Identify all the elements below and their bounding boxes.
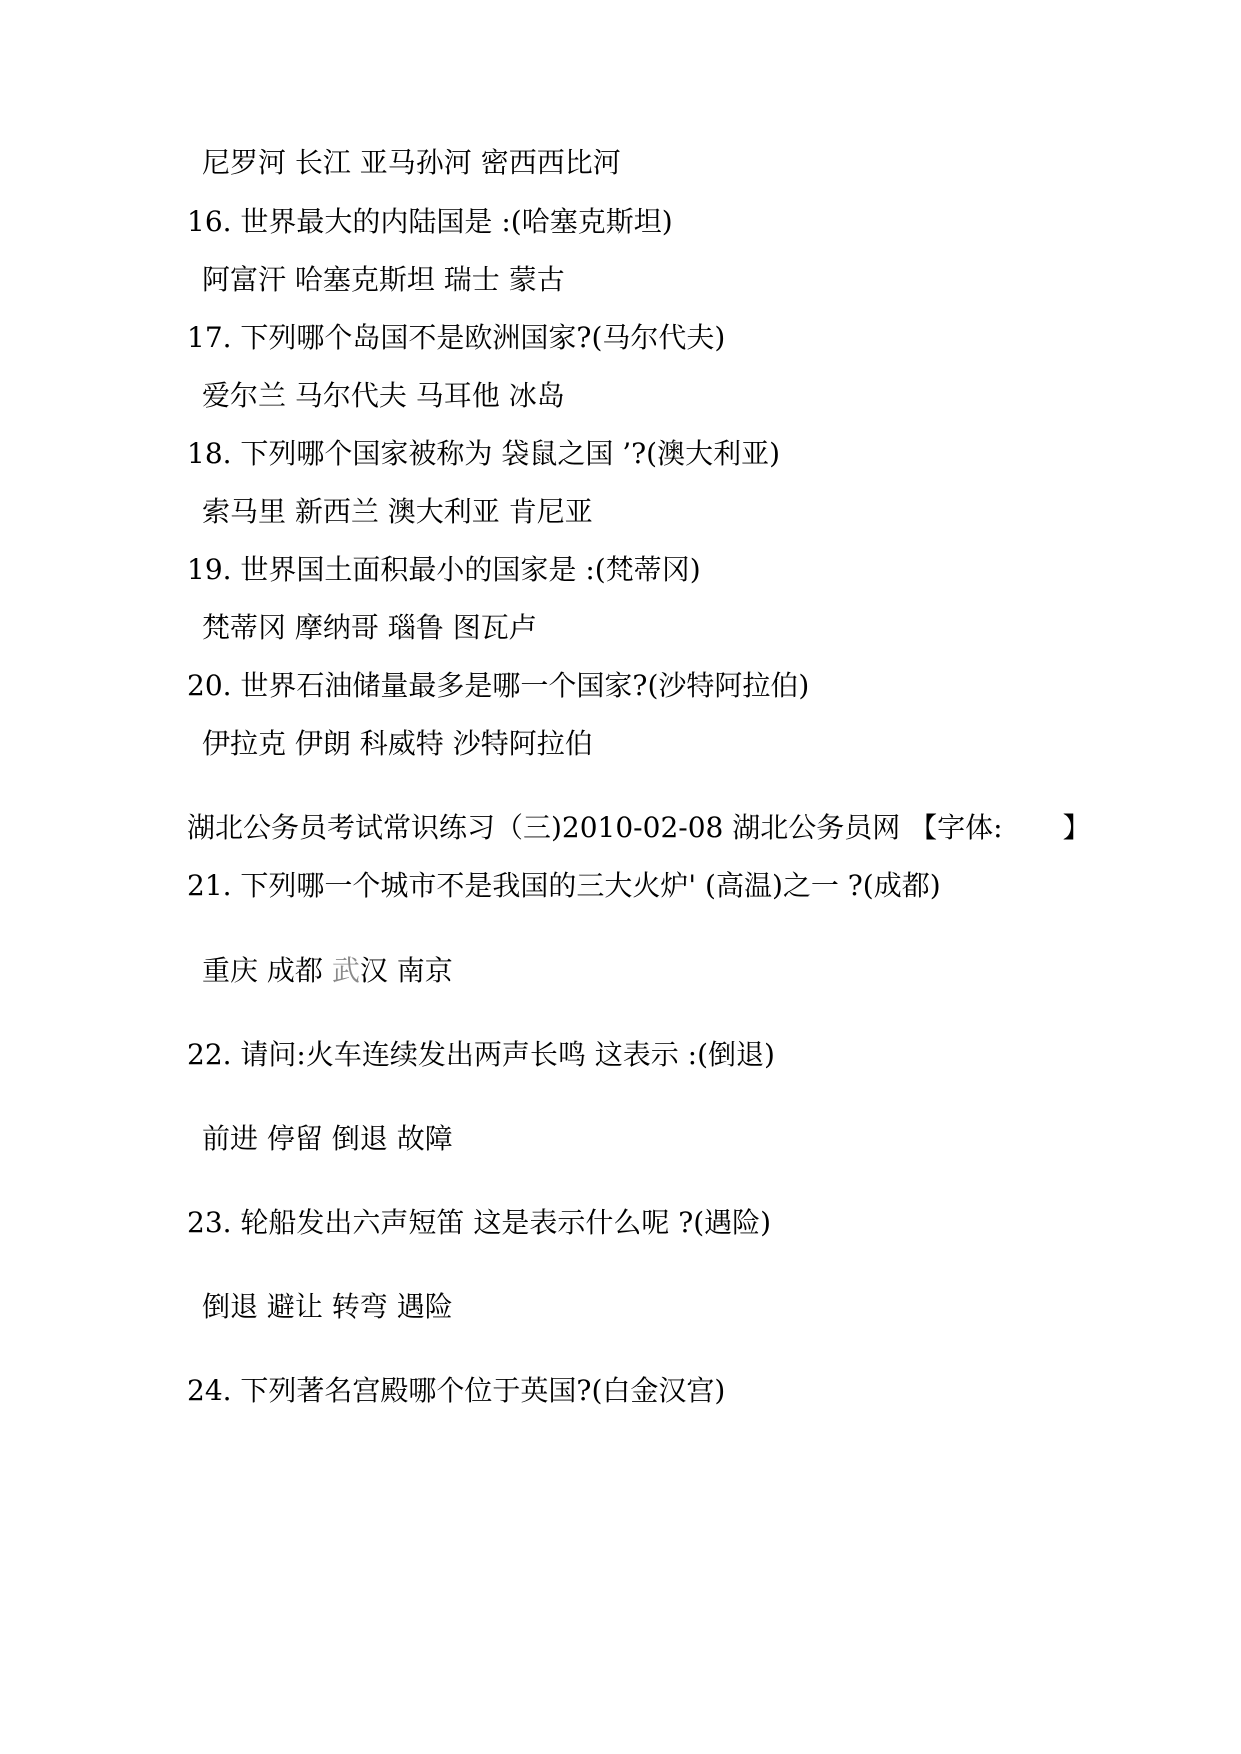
- question-16: 16. 世界最大的内陆国是 :(哈塞克斯坦): [187, 205, 673, 238]
- options-18: 索马里 新西兰 澳大利亚 肯尼亚: [202, 495, 593, 528]
- font-bracket-close: 】: [1062, 811, 1091, 844]
- question-23: 23. 轮船发出六声短笛 这是表示什么呢 ?(遇险): [187, 1206, 772, 1239]
- question-17: 17. 下列哪个岛国不是欧洲国家?(马尔代夫): [187, 321, 726, 354]
- options-21-part-a: 重庆 成都: [202, 954, 332, 987]
- options-16: 阿富汗 哈塞克斯坦 瑞士 蒙古: [202, 263, 565, 296]
- options-17: 爱尔兰 马尔代夫 马耳他 冰岛: [202, 379, 565, 412]
- question-19: 19. 世界国土面积最小的国家是 :(梵蒂冈): [187, 553, 701, 586]
- question-21: 21. 下列哪一个城市不是我国的三大火炉' (高温)之一 ?(成都): [187, 869, 941, 902]
- question-22: 22. 请问:火车连续发出两声长鸣 这表示 :(倒退): [187, 1038, 775, 1071]
- section-header-text: 湖北公务员考试常识练习（三)2010-02-08 湖北公务员网 【字体:: [187, 811, 1003, 844]
- question-20: 20. 世界石油储量最多是哪一个国家?(沙特阿拉伯): [187, 669, 810, 702]
- river-options: 尼罗河 长江 亚马孙河 密西西比河: [202, 146, 621, 179]
- question-24: 24. 下列著名宫殿哪个位于英国?(白金汉宫): [187, 1374, 726, 1407]
- options-21: [0, 953, 1201, 989]
- section-header: [0, 810, 1201, 846]
- options-21-part-b: 汉 南京: [359, 954, 453, 987]
- options-23: 倒退 避让 转弯 遇险: [202, 1290, 453, 1323]
- question-18: 18. 下列哪个国家被称为 袋鼠之国 ’?(澳大利亚): [187, 437, 780, 470]
- options-22: 前进 停留 倒退 故障: [202, 1122, 453, 1155]
- options-21-gray-char: 武: [331, 954, 360, 987]
- options-19: 梵蒂冈 摩纳哥 瑙鲁 图瓦卢: [202, 611, 537, 644]
- options-20: 伊拉克 伊朗 科威特 沙特阿拉伯: [202, 727, 593, 760]
